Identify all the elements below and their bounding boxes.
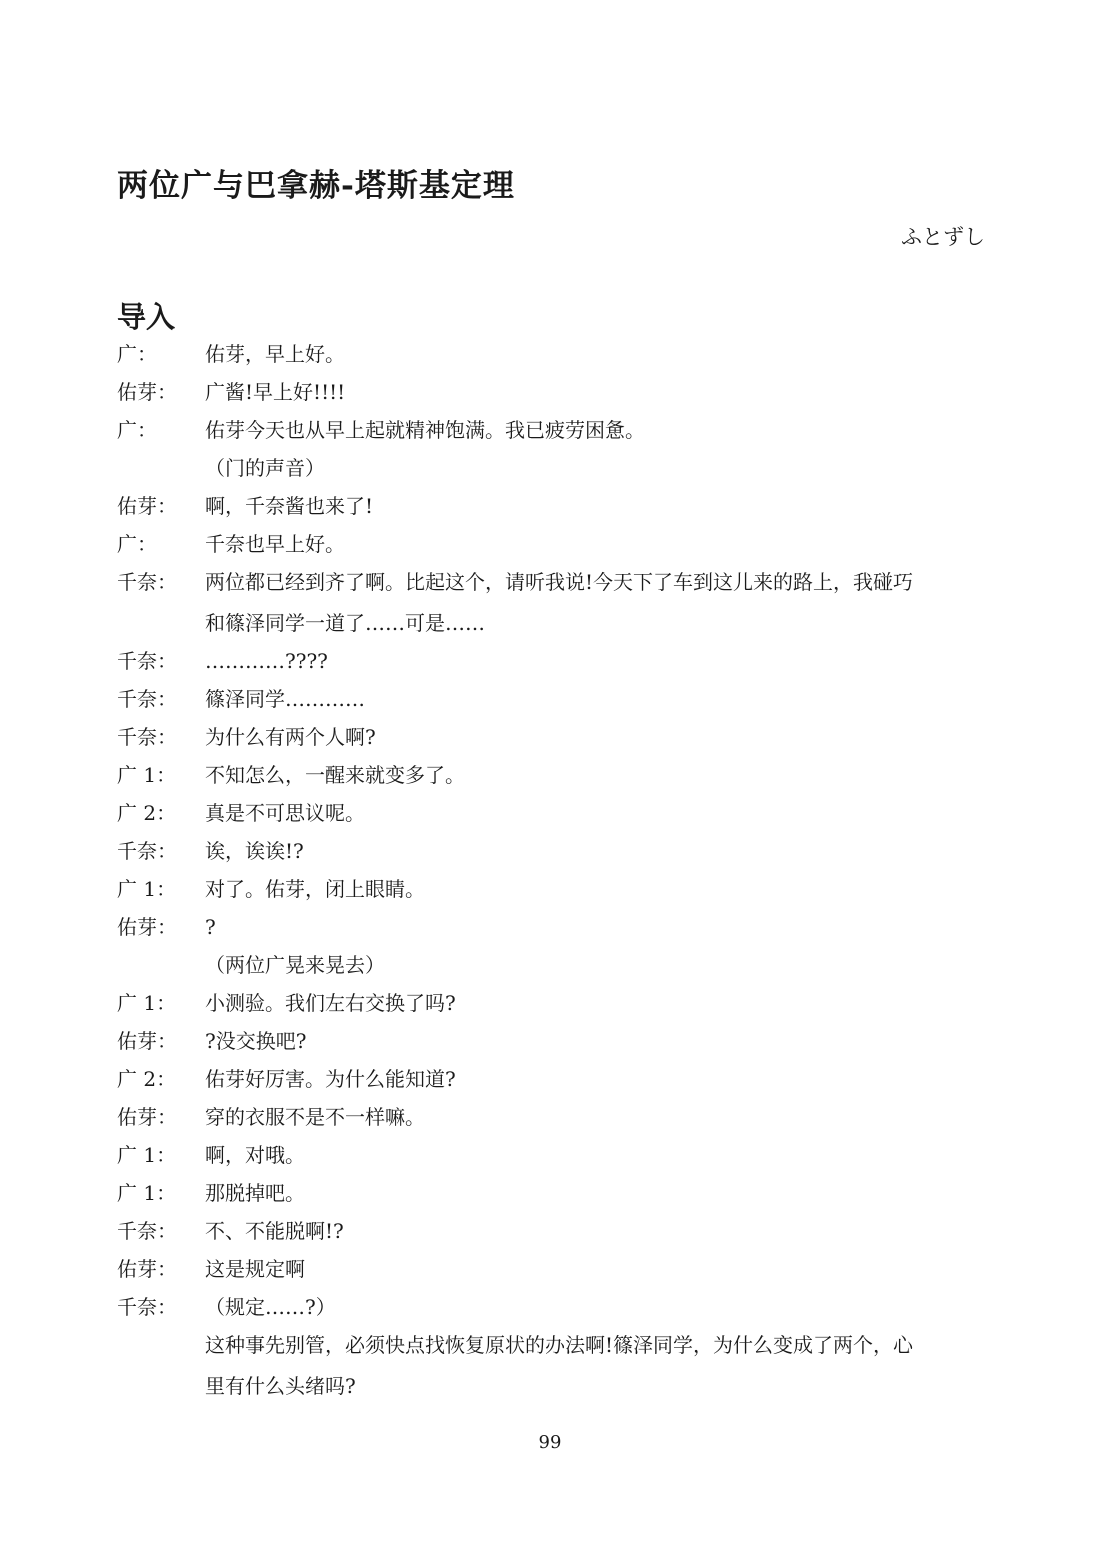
dialogue-text: 两位都已经到齐了啊。比起这个，请听我说!今天下了车到这儿来的路上，我碰巧和篠泽同学一道了……可是…… — [205, 570, 914, 635]
dialogue-text: 佑芽今天也从早上起就精神饱满。我已疲劳困惫。 — [205, 418, 645, 442]
dialogue-line — [117, 568, 917, 644]
speaker-label: 佑芽： — [117, 1105, 177, 1129]
dialogue-text: （规定……?） — [205, 1295, 336, 1319]
dialogue-line — [117, 723, 917, 752]
speaker-label: 千奈： — [117, 649, 177, 673]
dialogue-text: 穿的衣服不是不一样嘛。 — [205, 1105, 425, 1129]
dialogue-line — [117, 378, 917, 407]
dialogue-line — [117, 416, 917, 445]
speaker-label: 广 2： — [117, 1067, 177, 1091]
dialogue-line — [117, 799, 917, 828]
dialogue-line — [117, 530, 917, 559]
speaker-label: 佑芽： — [117, 494, 177, 518]
speaker-label: 千奈： — [117, 570, 177, 594]
speaker-label: 佑芽： — [117, 915, 177, 939]
dialogue-text: 那脱掉吧。 — [205, 1181, 305, 1205]
speaker-label: 广： — [117, 532, 157, 556]
dialogue-line — [117, 1141, 917, 1170]
dialogue-line — [117, 761, 917, 790]
dialogue-text: 真是不可思议呢。 — [205, 801, 365, 825]
dialogue-line — [117, 837, 917, 866]
speaker-label: 千奈： — [117, 687, 177, 711]
dialogue-text: 这种事先别管，必须快点找恢复原状的办法啊!篠泽同学，为什么变成了两个，心里有什么头绪吗? — [205, 1333, 914, 1398]
speaker-label: 千奈： — [117, 1219, 177, 1243]
dialogue-text: 小测验。我们左右交换了吗? — [205, 991, 456, 1015]
dialogue-text: 佑芽，早上好。 — [205, 342, 345, 366]
dialogue-line — [117, 492, 917, 521]
dialogue-text: 这是规定啊 — [205, 1257, 305, 1281]
dialogue-text: ? — [205, 915, 216, 939]
dialogue-text: 啊，对哦。 — [205, 1143, 305, 1167]
dialogue-line — [117, 1217, 917, 1246]
dialogue-line — [117, 1027, 917, 1056]
speaker-label: 佑芽： — [117, 1029, 177, 1053]
dialogue-text: …………???? — [205, 649, 328, 673]
speaker-label: 千奈： — [117, 1295, 177, 1319]
dialogue-line — [117, 1065, 917, 1094]
section-heading: 导入 — [117, 300, 176, 334]
speaker-label: 佑芽： — [117, 380, 177, 404]
speaker-label: 广 2： — [117, 801, 177, 825]
dialogue-text: 不知怎么，一醒来就变多了。 — [205, 763, 465, 787]
dialogue-text: （门的声音） — [205, 456, 325, 480]
dialogue-text: 篠泽同学………… — [205, 687, 365, 711]
dialogue-text: 对了。佑芽，闭上眼睛。 — [205, 877, 425, 901]
dialogue-text: ?没交换吧? — [205, 1029, 307, 1053]
speaker-label: 千奈： — [117, 725, 177, 749]
speaker-label: 广： — [117, 342, 157, 366]
speaker-label: 佑芽： — [117, 1257, 177, 1281]
dialogue-line — [117, 340, 917, 369]
dialogue-text: 诶，诶诶!? — [205, 839, 304, 863]
speaker-label: 广 1： — [117, 1143, 177, 1167]
speaker-label: 广 1： — [117, 877, 177, 901]
dialogue-line — [117, 989, 917, 1018]
dialogue-text: （两位广晃来晃去） — [205, 953, 385, 977]
dialogue-text: 为什么有两个人啊? — [205, 725, 376, 749]
speaker-label: 广 1： — [117, 991, 177, 1015]
page-number: 99 — [538, 1432, 562, 1453]
speaker-label: 广： — [117, 418, 157, 442]
dialogue-line — [117, 1179, 917, 1208]
speaker-label: 广 1： — [117, 763, 177, 787]
author-name: ふとずし — [901, 225, 985, 249]
dialogue-line — [117, 454, 917, 483]
dialogue-line — [117, 647, 917, 676]
speaker-label: 广 1： — [117, 1181, 177, 1205]
dialogue-text: 广酱!早上好!!!! — [205, 380, 346, 404]
dialogue-line — [117, 1331, 917, 1407]
speaker-label: 千奈： — [117, 839, 177, 863]
dialogue-text: 不、不能脱啊!? — [205, 1219, 344, 1243]
dialogue-text: 千奈也早上好。 — [205, 532, 345, 556]
dialogue-line — [117, 685, 917, 714]
dialogue-line — [117, 1103, 917, 1132]
dialogue-line — [117, 1293, 917, 1322]
dialogue-text: 佑芽好厉害。为什么能知道? — [205, 1067, 456, 1091]
dialogue-list — [117, 340, 917, 1410]
dialogue-line — [117, 913, 917, 942]
dialogue-line — [117, 951, 917, 980]
document-title: 两位广与巴拿赫-塔斯基定理 — [117, 168, 515, 204]
dialogue-text: 啊，千奈酱也来了! — [205, 494, 374, 518]
dialogue-line — [117, 1255, 917, 1284]
dialogue-line — [117, 875, 917, 904]
